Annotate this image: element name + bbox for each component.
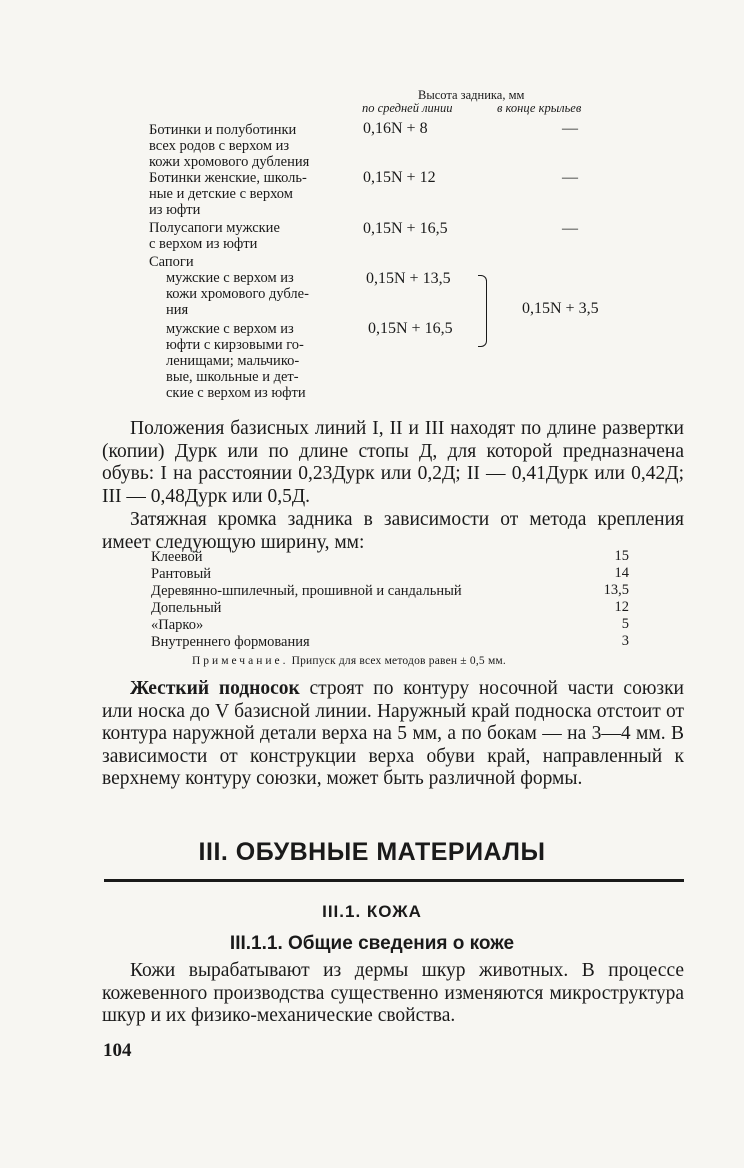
page-number: 104 bbox=[103, 1040, 132, 1061]
paragraph-leather-intro: Кожи вырабатывают из дермы шкур животных. В процессе кожевенного производства существенно изменяются микроструктура шкур и их физико-механические свойства. bbox=[102, 960, 684, 1027]
table-row-label: мужские с верхом из юфти с кирзовыми го- ленищами; мальчико- вые, школьные и дет- ские с верхом из юфти bbox=[166, 321, 306, 401]
table-common-formula: 0,15N + 3,5 bbox=[522, 300, 599, 317]
table-row-formula: 0,16N + 8 bbox=[363, 120, 428, 137]
table-row-label: Ботинки женские, школь- ные и детские с верхом из юфти bbox=[149, 170, 307, 218]
methods-list bbox=[151, 548, 629, 650]
table-note: Примечание. Припуск для всех методов равен ± 0,5 мм. bbox=[192, 655, 506, 667]
chapter-title: III. ОБУВНЫЕ МАТЕРИАЛЫ bbox=[198, 838, 546, 866]
list-item: Рантовый 14 bbox=[151, 565, 629, 582]
table-brace bbox=[478, 275, 487, 347]
section-title: III.1. КОЖА bbox=[322, 902, 422, 921]
table-row-dash: — bbox=[562, 220, 578, 237]
chapter-rule bbox=[104, 879, 684, 882]
table-row-formula: 0,15N + 16,5 bbox=[363, 220, 448, 237]
subsection-title: III.1.1. Общие сведения о коже bbox=[229, 933, 515, 954]
list-item: Клеевой 15 bbox=[151, 548, 629, 565]
paragraph-basis-lines: Положения базисных линий I, II и III находят по длине развертки (копии) Дурк или по длине стопы Д, для которой предназначена обувь: I на расстоянии 0,23Дурк или 0,2Д; II — 0,41Дурк или 0,42Д; III — 0,48Дурк или 0,5Д. bbox=[102, 418, 684, 507]
table-row-formula: 0,15N + 16,5 bbox=[368, 320, 453, 337]
list-item: Внутреннего формования 3 bbox=[151, 633, 629, 650]
table-row-label: мужские с верхом из кожи хромового дубле- ния bbox=[166, 270, 309, 318]
table-row-formula: 0,15N + 13,5 bbox=[366, 270, 451, 287]
table-header-col1: по средней линии bbox=[362, 101, 453, 115]
paragraph-edge-width: Затяжная кромка задника в зависимости от метода крепления имеет следующую ширину, мм: bbox=[102, 509, 684, 553]
list-item: Деревянно-шпилечный, прошивной и сандальный 13,5 bbox=[151, 582, 629, 599]
table-row-dash: — bbox=[562, 169, 578, 186]
table-header-top: Высота задника, мм bbox=[418, 88, 525, 102]
list-item: «Парко» 5 bbox=[151, 616, 629, 633]
table-group-label: Сапоги bbox=[149, 254, 194, 270]
table-header-col2: в конце крыльев bbox=[497, 101, 582, 115]
list-item: Допельный 12 bbox=[151, 599, 629, 616]
table-row-label: Ботинки и полуботинки всех родов с верхом из кожи хромового дубления bbox=[149, 122, 310, 170]
table-row-formula: 0,15N + 12 bbox=[363, 169, 436, 186]
table-row-label: Полусапоги мужские с верхом из юфти bbox=[149, 220, 280, 252]
paragraph-toe-cap: Жесткий подносок строят по контуру носочной части союзки или носка до V базисной линии. Наружный край подноска отстоит от контура наружной детали верха на 5 мм, а по бокам — на 3—4 мм. В зависимости от конструкции верха обуви край, направленный к верхнему контуру союзки, может быть различной формы. bbox=[102, 678, 684, 790]
table-row-dash: — bbox=[562, 120, 578, 137]
